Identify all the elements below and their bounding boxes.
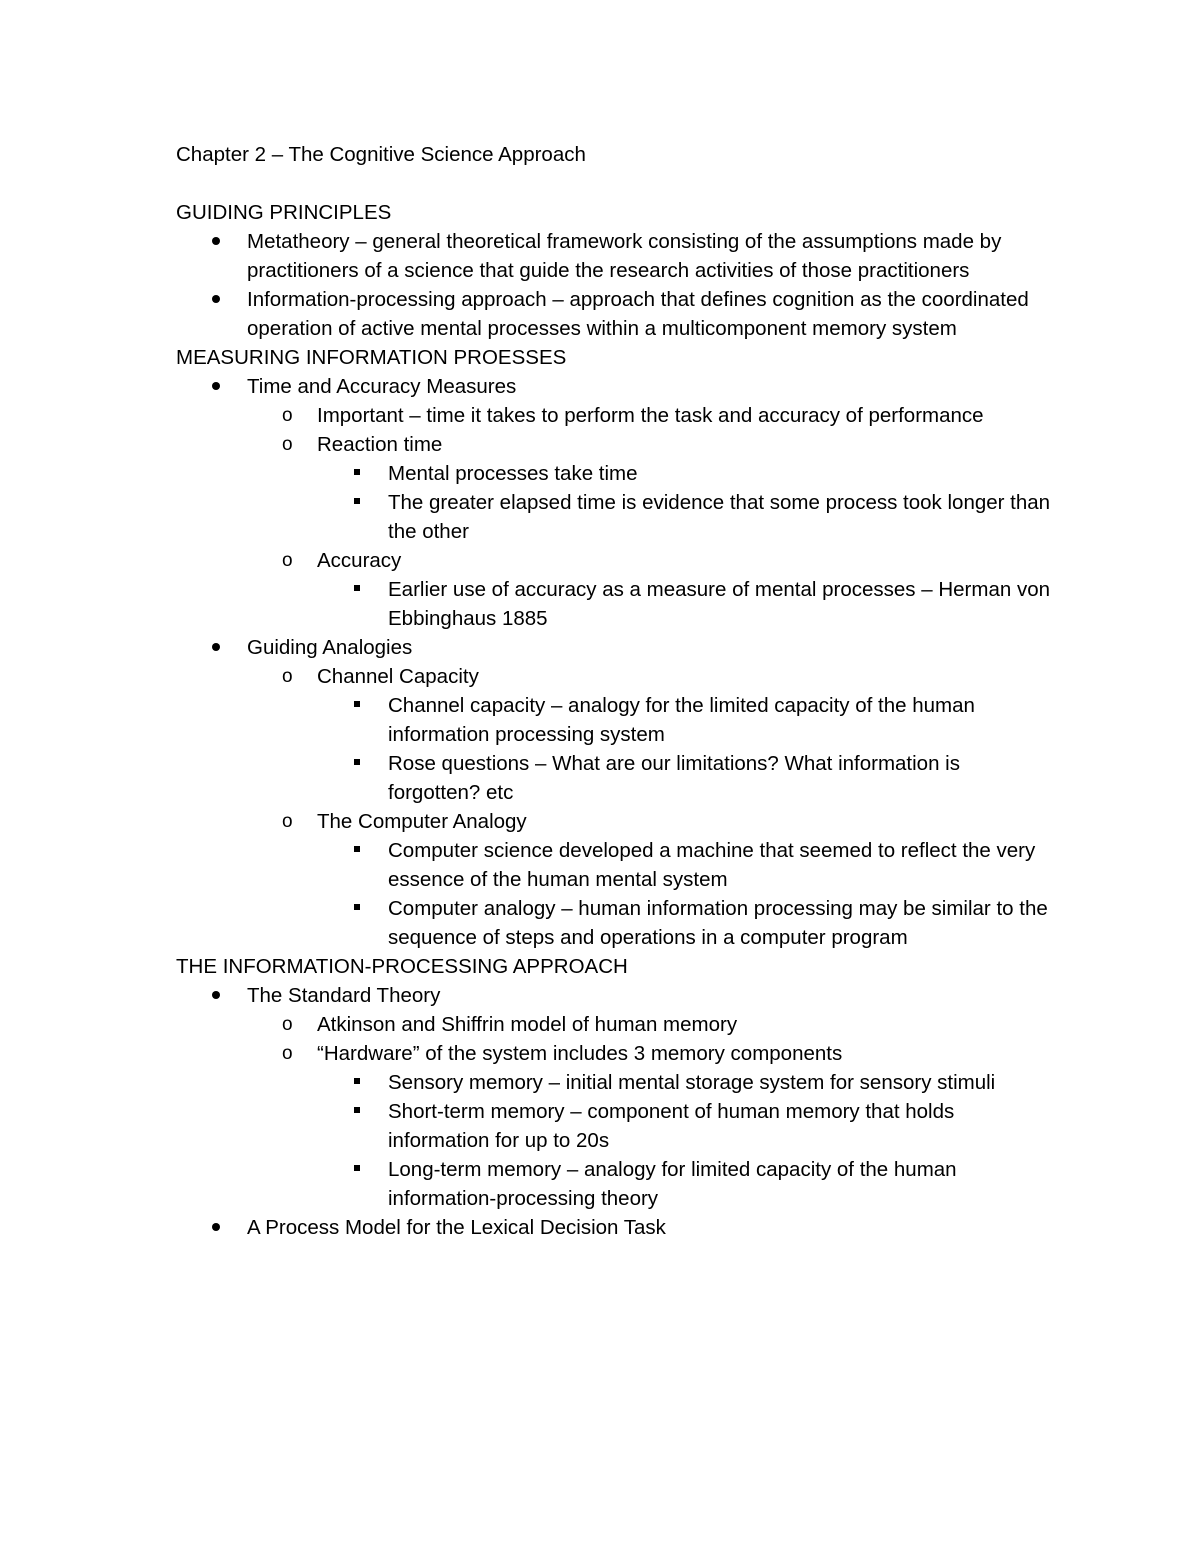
detail-item: [176, 1155, 1056, 1213]
sub-item-text: “Hardware” of the system includes 3 memory components: [317, 1042, 843, 1065]
bullet-icon: [212, 372, 220, 401]
bullet-text: The Standard Theory: [247, 984, 441, 1007]
bullet-text: Time and Accuracy Measures: [247, 375, 517, 398]
square-bullet-icon: [354, 749, 360, 778]
sub-item-accuracy: [176, 546, 1056, 575]
sub-item-text: Reaction time: [317, 433, 443, 456]
bullet-item-metatheory: [176, 227, 1056, 285]
bullet-item-guiding-analogies: [176, 633, 1056, 662]
sub-item-text: Important – time it takes to perform the task and accuracy of performance: [317, 404, 984, 427]
document-title: Chapter 2 – The Cognitive Science Approach: [176, 143, 586, 166]
square-bullet-icon: [354, 1097, 360, 1126]
bullet-text: Information-processing approach – approach that defines cognition as the coordinated operation of active mental processes within a multicomponent memory system: [247, 288, 1029, 340]
detail-item: [176, 575, 1056, 633]
bullet-icon: [212, 1213, 220, 1242]
circle-bullet-icon: o: [282, 550, 293, 571]
square-bullet-icon: [354, 894, 360, 923]
detail-text: Mental processes take time: [388, 462, 638, 485]
sub-item-channel-capacity: [176, 662, 1056, 691]
detail-item: [176, 836, 1056, 894]
detail-text: Computer science developed a machine that seemed to reflect the very essence of the human mental system: [388, 839, 1036, 891]
detail-text: Short-term memory – component of human memory that holds information for up to 20s: [388, 1100, 955, 1152]
detail-item: [176, 1097, 1056, 1155]
circle-bullet-icon: o: [282, 434, 293, 455]
detail-text: Long-term memory – analogy for limited capacity of the human information-processing theory: [388, 1158, 957, 1210]
bullet-icon: [212, 981, 220, 1010]
square-bullet-icon: [354, 488, 360, 517]
bullet-text: Metatheory – general theoretical framework consisting of the assumptions made by practitioners of a science that guide the research activities of those practitioners: [247, 230, 1002, 282]
sub-item-important: [176, 401, 1056, 430]
bullet-item-process-model: [176, 1213, 1056, 1242]
detail-item: [176, 488, 1056, 546]
square-bullet-icon: [354, 459, 360, 488]
sub-item-hardware: [176, 1039, 1056, 1068]
bullet-text: Guiding Analogies: [247, 636, 413, 659]
detail-text: Computer analogy – human information processing may be similar to the sequence of steps and operations in a computer program: [388, 897, 1048, 949]
circle-bullet-icon: o: [282, 405, 293, 426]
square-bullet-icon: [354, 1068, 360, 1097]
sub-item-atkinson-shiffrin: [176, 1010, 1056, 1039]
section-heading-measuring: MEASURING INFORMATION PROESSES: [176, 346, 567, 369]
detail-text: The greater elapsed time is evidence that some process took longer than the other: [388, 491, 1051, 543]
square-bullet-icon: [354, 575, 360, 604]
sub-item-text: The Computer Analogy: [317, 810, 527, 833]
detail-item: [176, 1068, 1056, 1097]
detail-text: Sensory memory – initial mental storage system for sensory stimuli: [388, 1071, 996, 1094]
bullet-item-information-processing: [176, 285, 1056, 343]
section-heading-ip-approach: THE INFORMATION-PROCESSING APPROACH: [176, 955, 628, 978]
circle-bullet-icon: o: [282, 1043, 293, 1064]
circle-bullet-icon: o: [282, 811, 293, 832]
circle-bullet-icon: o: [282, 1014, 293, 1035]
square-bullet-icon: [354, 691, 360, 720]
sub-item-text: Accuracy: [317, 549, 402, 572]
sub-item-text: Atkinson and Shiffrin model of human memory: [317, 1013, 738, 1036]
bullet-icon: [212, 633, 220, 662]
blank-line: [176, 169, 1056, 198]
circle-bullet-icon: o: [282, 666, 293, 687]
detail-item: [176, 691, 1056, 749]
square-bullet-icon: [354, 1155, 360, 1184]
detail-text: Channel capacity – analogy for the limited capacity of the human information processing system: [388, 694, 975, 746]
bullet-text: A Process Model for the Lexical Decision Task: [247, 1216, 666, 1239]
bullet-icon: [212, 227, 220, 256]
detail-item: [176, 749, 1056, 807]
sub-item-text: Channel Capacity: [317, 665, 479, 688]
document-body: [176, 140, 1056, 1242]
bullet-item-time-accuracy: [176, 372, 1056, 401]
detail-text: Rose questions – What are our limitations? What information is forgotten? etc: [388, 752, 960, 804]
detail-text: Earlier use of accuracy as a measure of mental processes – Herman von Ebbinghaus 1885: [388, 578, 1050, 630]
square-bullet-icon: [354, 836, 360, 865]
sub-item-reaction-time: [176, 430, 1056, 459]
bullet-icon: [212, 285, 220, 314]
sub-item-computer-analogy: [176, 807, 1056, 836]
detail-item: [176, 894, 1056, 952]
bullet-item-standard-theory: [176, 981, 1056, 1010]
detail-item: [176, 459, 1056, 488]
section-heading-guiding-principles: GUIDING PRINCIPLES: [176, 201, 392, 224]
